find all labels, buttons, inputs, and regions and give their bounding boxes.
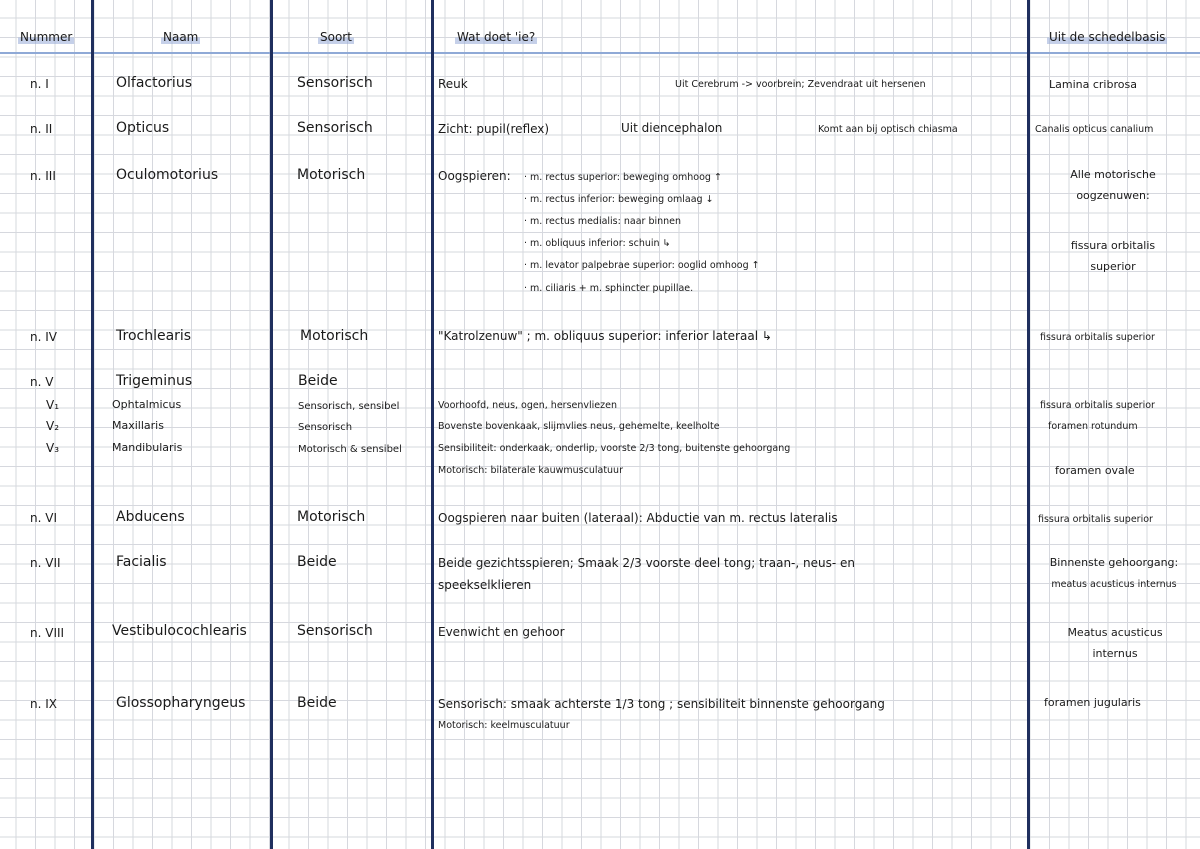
nerve-name: Trochlearis — [116, 328, 192, 344]
column-divider-2 — [270, 0, 273, 849]
branch-type: Sensorisch — [298, 422, 353, 433]
nerve-type: Sensorisch — [297, 623, 373, 639]
nerve-exit-cont: internus — [1092, 647, 1138, 660]
branch-exit: foramen rotundum — [1048, 421, 1138, 432]
nerve-type: Sensorisch — [297, 75, 373, 91]
branch-name: Mandibularis — [112, 441, 183, 454]
nerve-exit: fissura orbitalis superior — [1040, 332, 1155, 343]
nerve-number: n. II — [30, 122, 53, 136]
branch-number: V₁ — [46, 398, 60, 412]
nerve-exit: Canalis opticus canalium — [1035, 124, 1154, 135]
nerve-exit-note: Alle motorische — [1070, 168, 1156, 181]
branch-number: V₂ — [46, 419, 60, 433]
nerve-exit: fissura orbitalis superior — [1038, 514, 1153, 525]
nerve-name: Facialis — [116, 554, 167, 570]
header-exit: Uit de schedelbasis — [1049, 30, 1166, 44]
nerve-function: Beide gezichtsspieren; Smaak 2/3 voorste deel tong; traan-, neus- en — [438, 556, 855, 570]
nerve-function: Zicht: pupil(reflex) — [438, 122, 550, 136]
column-divider-3 — [431, 0, 434, 849]
branch-function: Bovenste bovenkaak, slijmvlies neus, gehemelte, keelholte — [438, 421, 720, 432]
branch-number: V₃ — [46, 441, 60, 455]
header-number: Nummer — [20, 30, 73, 44]
nerve-type: Beide — [298, 373, 338, 389]
muscle-line: · m. levator palpebrae superior: ooglid omhoog ↑ — [524, 260, 760, 271]
nerve-exit: foramen jugularis — [1044, 696, 1141, 709]
nerve-function-cont: speekselklieren — [438, 578, 532, 592]
nerve-number: n. VI — [30, 511, 57, 525]
nerve-function-lead: Oogspieren: — [438, 169, 511, 183]
nerve-origin-note: Komt aan bij optisch chiasma — [818, 124, 958, 135]
branch-function: Voorhoofd, neus, ogen, hersenvliezen — [438, 400, 617, 411]
nerve-name: Opticus — [116, 120, 170, 136]
nerve-function: Reuk — [438, 77, 468, 91]
nerve-function: Oogspieren naar buiten (lateraal): Abductie van m. rectus lateralis — [438, 511, 838, 525]
nerve-exit: Lamina cribrosa — [1049, 78, 1137, 91]
nerve-type: Beide — [297, 554, 337, 570]
nerve-exit-note: oogzenuwen: — [1076, 189, 1150, 202]
nerve-number: n. V — [30, 375, 54, 389]
nerve-exit: meatus acusticus internus — [1051, 579, 1177, 590]
nerve-name: Olfactorius — [116, 75, 192, 91]
muscle-line: · m. rectus inferior: beweging omlaag ↓ — [524, 194, 714, 205]
nerve-type: Motorisch — [297, 509, 366, 525]
nerve-number: n. IV — [30, 330, 57, 344]
nerve-origin-note: Uit Cerebrum -> voorbrein; Zevendraat uit hersenen — [675, 79, 926, 90]
nerve-number: n. VIII — [30, 626, 65, 640]
header-function: Wat doet 'ie? — [457, 30, 536, 44]
branch-type: Motorisch & sensibel — [298, 444, 402, 455]
nerve-name: Vestibulocochlearis — [112, 623, 247, 639]
branch-function: Motorisch: bilaterale kauwmusculatuur — [438, 465, 623, 476]
nerve-type: Beide — [297, 695, 337, 711]
branch-exit: fissura orbitalis superior — [1040, 400, 1155, 411]
muscle-line: · m. ciliaris + m. sphincter pupillae. — [524, 283, 694, 294]
nerve-function: Sensorisch: smaak achterste 1/3 tong ; sensibiliteit binnenste gehoorgang — [438, 697, 885, 711]
branch-exit: foramen ovale — [1055, 464, 1135, 477]
nerve-name: Glossopharyngeus — [116, 695, 246, 711]
nerve-name: Trigeminus — [116, 373, 193, 389]
column-divider-1 — [91, 0, 94, 849]
nerve-function-cont: Motorisch: keelmusculatuur — [438, 720, 570, 731]
nerve-number: n. VII — [30, 556, 61, 570]
muscle-line: · m. rectus superior: beweging omhoog ↑ — [524, 172, 722, 183]
header-type: Soort — [320, 30, 352, 44]
nerve-type: Motorisch — [297, 167, 366, 183]
branch-function: Sensibiliteit: onderkaak, onderlip, voorste 2/3 tong, buitenste gehoorgang — [438, 443, 791, 454]
muscle-line: · m. rectus medialis: naar binnen — [524, 216, 682, 227]
header-name: Naam — [163, 30, 199, 44]
nerve-exit: Meatus acusticus — [1067, 626, 1163, 639]
nerve-number: n. IX — [30, 697, 57, 711]
nerve-type: Sensorisch — [297, 120, 373, 136]
nerve-exit-note: Binnenste gehoorgang: — [1049, 556, 1179, 569]
nerve-number: n. I — [30, 77, 49, 91]
nerve-origin: Uit diencephalon — [621, 121, 723, 135]
branch-name: Ophtalmicus — [112, 398, 182, 411]
branch-type: Sensorisch, sensibel — [298, 401, 400, 412]
nerve-type: Motorisch — [300, 328, 369, 344]
nerve-name: Abducens — [116, 509, 185, 525]
nerve-exit: fissura orbitalis — [1070, 239, 1156, 252]
nerve-function: "Katrolzenuw" ; m. obliquus superior: inferior lateraal ↳ — [438, 329, 772, 343]
nerve-exit: superior — [1090, 260, 1136, 273]
nerve-function: Evenwicht en gehoor — [438, 625, 565, 639]
header-rule — [0, 52, 1200, 54]
branch-name: Maxillaris — [112, 419, 164, 432]
nerve-name: Oculomotorius — [116, 167, 219, 183]
nerve-number: n. III — [30, 169, 56, 183]
muscle-line: · m. obliquus inferior: schuin ↳ — [524, 238, 671, 249]
column-divider-4 — [1027, 0, 1030, 849]
